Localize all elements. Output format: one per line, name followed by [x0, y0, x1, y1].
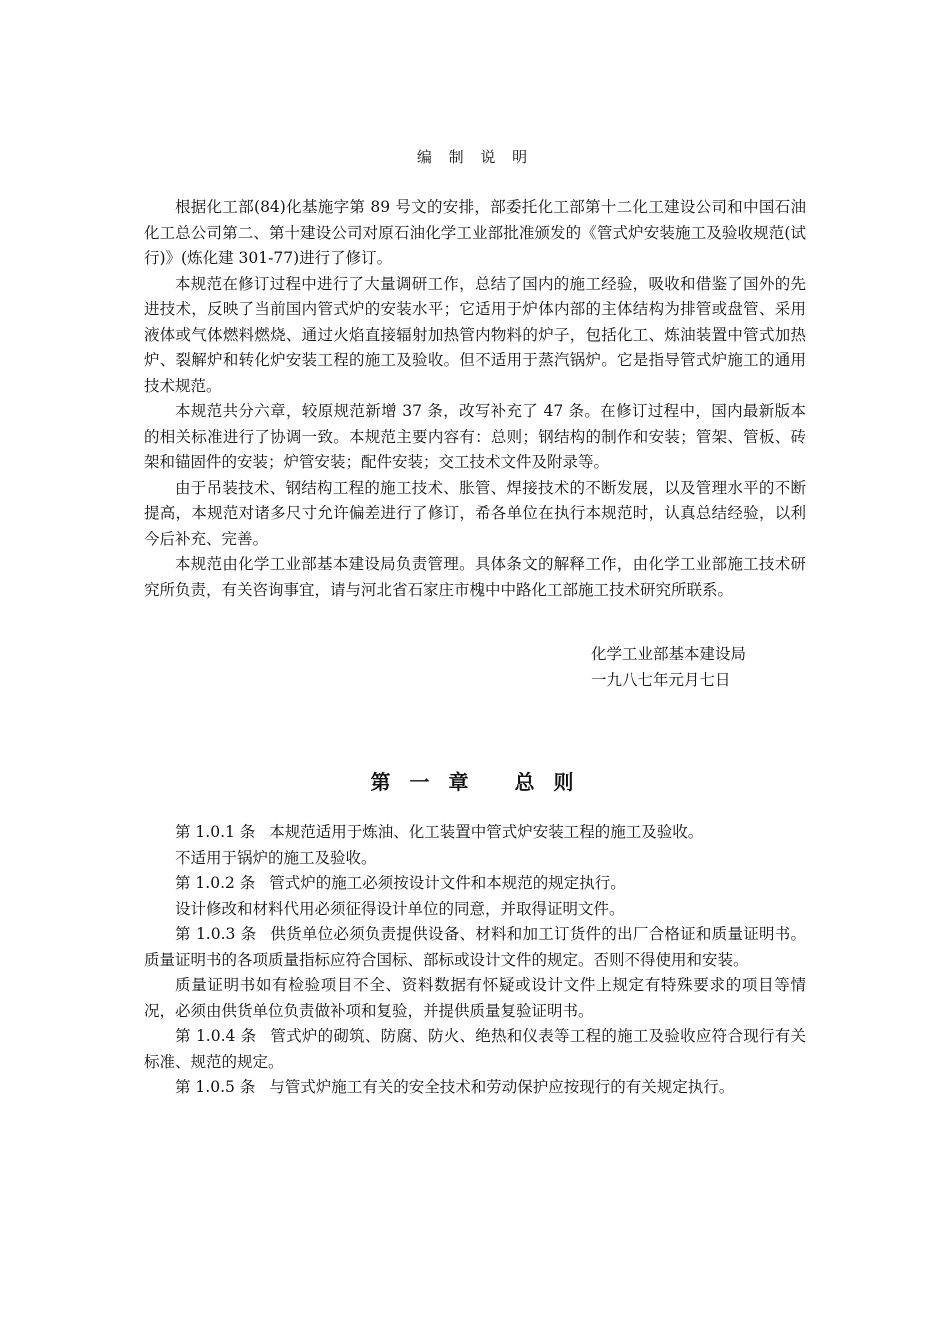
article-note: 质量证明书如有检验项目不全、资料数据有怀疑或设计文件上规定有特殊要求的项目等情况，必须由供货单位负责做补项和复验，并提供质量复验证明书。 [144, 976, 806, 1020]
article-1.0.4 [144, 1024, 806, 1075]
preface-body [144, 195, 806, 603]
preface-paragraph: 本规范在修订过程中进行了大量调研工作，总结了国内的施工经验，吸收和借鉴了国外的先进技术，反映了当前国内管式炉的安装水平；它适用于炉体内部的主体结构为排管或盘管、采用液体或气体燃料燃烧、通过火焰直接辐射加热管内物料的炉子，包括化工、炼油装置中管式加热炉、裂解炉和转化炉安装工程的施工及验收。但不适用于蒸汽锅炉。它是指导管式炉施工的通用技术规范。 [144, 274, 806, 395]
article-1.0.5 [144, 1075, 806, 1101]
preface-paragraph: 本规范共分六章，较原规范新增 37 条，改写补充了 47 条。在修订过程中，国内最新版本的相关标准进行了协调一致。本规范主要内容有：总则；钢结构的制作和安装；管架、管板、砖架和锚固件的安装；炉管安装；配件安装；交工技术文件及附录等。 [144, 402, 806, 471]
article-note: 设计修改和材料代用必须征得设计单位的同意，并取得证明文件。 [175, 899, 625, 918]
article-number: 第 1.0.5 条 [175, 1078, 256, 1096]
chapter-body [144, 820, 806, 1101]
article-1.0.3 [144, 922, 806, 973]
article-number: 第 1.0.4 条 [175, 1027, 257, 1045]
signature-block [591, 642, 746, 693]
article-text: 供货单位必须负责提供设备、材料和加工订货件的出厂合格证和质量证明书。质量证明书的各项质量指标应符合国标、部标或设计文件的规定。否则不得使用和安装。 [144, 925, 806, 969]
article-text: 本规范适用于炼油、化工装置中管式炉安装工程的施工及验收。 [269, 823, 704, 841]
article-text: 管式炉的施工必须按设计文件和本规范的规定执行。 [269, 874, 626, 892]
chapter-title: 总 则 [514, 770, 580, 794]
preface-paragraph: 本规范由化学工业部基本建设局负责管理。具体条文的解释工作，由化学工业部施工技术研究所负责，有关咨询事宜，请与河北省石家庄市槐中中路化工部施工技术研究所联系。 [144, 555, 806, 599]
chapter-number: 第 一 章 [370, 770, 475, 794]
article-number: 第 1.0.3 条 [175, 925, 257, 943]
article-number: 第 1.0.1 条 [175, 823, 256, 841]
preface-title: 编 制 说 明 [416, 148, 534, 166]
signature-date: 一九八七年元月七日 [591, 670, 731, 689]
article-note: 不适用于锅炉的施工及验收。 [175, 848, 377, 867]
chapter-heading [0, 766, 950, 795]
article-text: 与管式炉施工有关的安全技术和劳动保护应按现行的有关规定执行。 [269, 1078, 735, 1096]
article-text: 管式炉的砌筑、防腐、防火、绝热和仪表等工程的施工及验收应符合现行有关标准、规范的规定。 [144, 1027, 806, 1071]
article-number: 第 1.0.2 条 [175, 874, 256, 892]
signature-org: 化学工业部基本建设局 [591, 645, 747, 663]
article-1.0.2 [144, 871, 806, 897]
preface-paragraph: 由于吊装技术、钢结构工程的施工技术、胀管、焊接技术的不断发展，以及管理水平的不断提高，本规范对诸多尺寸允许偏差进行了修订，希各单位在执行本规范时，认真总结经验，以利今后补充、完善。 [144, 478, 806, 548]
article-1.0.1 [144, 820, 806, 846]
preface-paragraph: 根据化工部(84)化基施字第 89 号文的安排，部委托化工部第十二化工建设公司和中国石油化工总公司第二、第十建设公司对原石油化学工业部批准颁发的《管式炉安装施工及验收规范(试行)》(炼化建 301-77)进行了修订。 [144, 198, 806, 267]
